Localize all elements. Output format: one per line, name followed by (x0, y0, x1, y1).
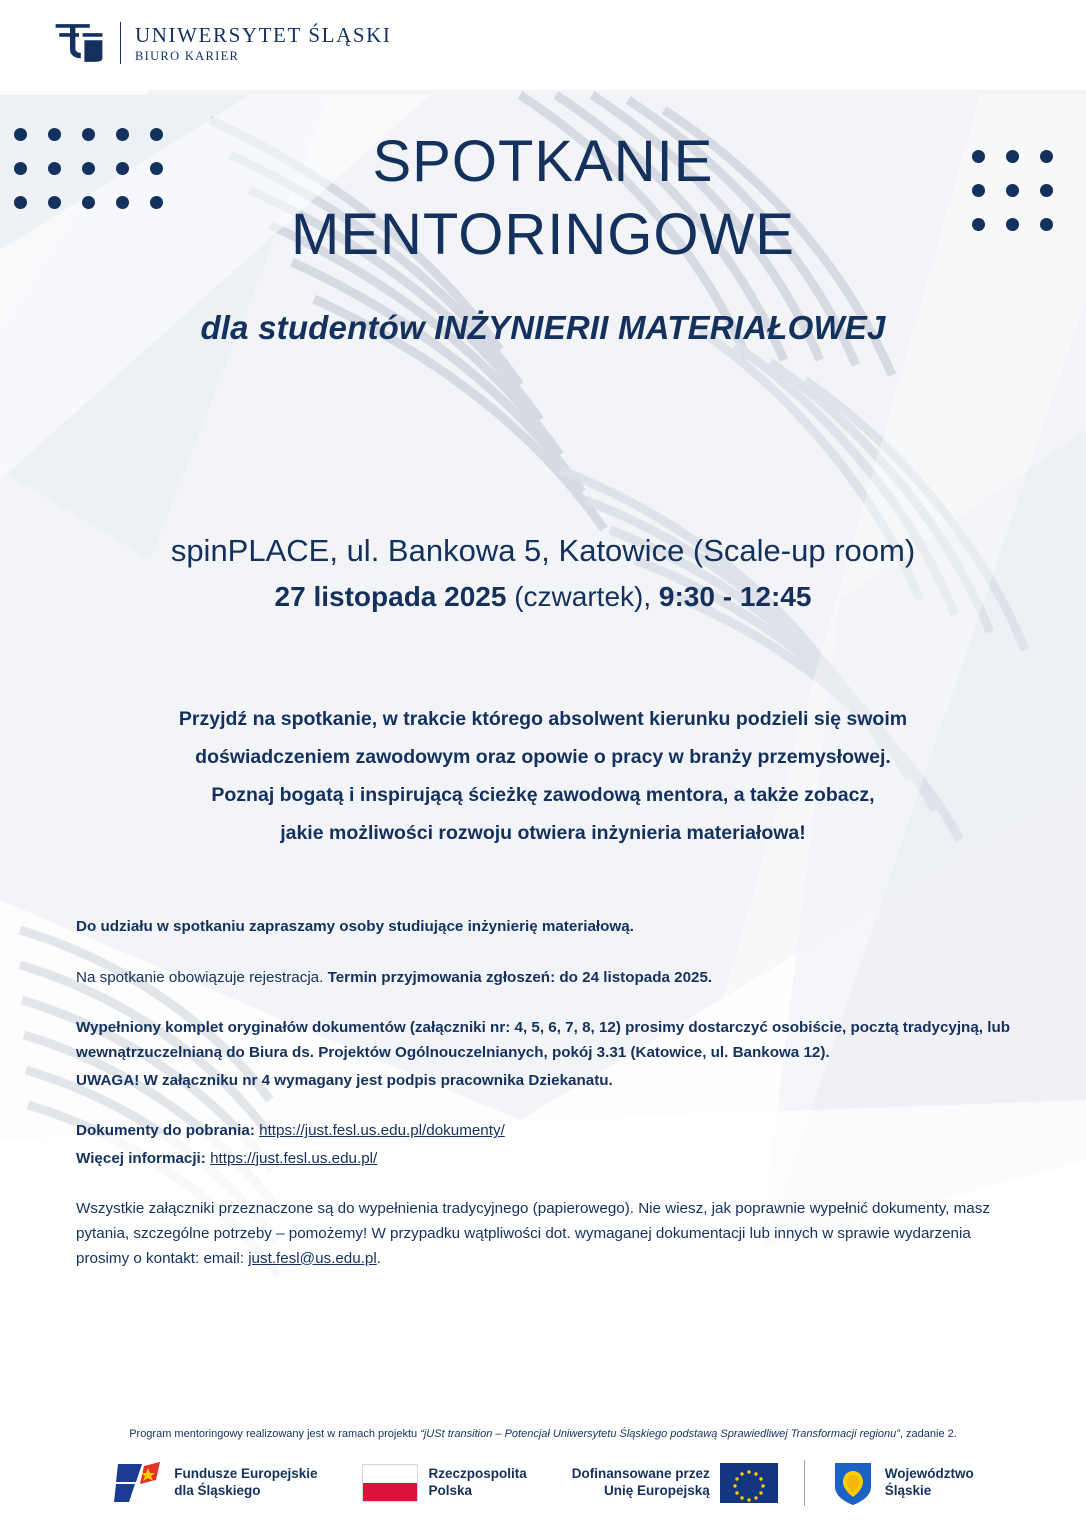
voivodeship-label-2: Śląskie (884, 1483, 932, 1498)
event-details (0, 528, 1086, 619)
registration-text: Na spotkanie obowiązuje rejestracja. (76, 968, 328, 986)
paragraph-download-link (76, 1119, 1026, 1144)
poland-label-1: Rzeczpospolita (428, 1466, 527, 1482)
logo-separator (804, 1460, 805, 1506)
cofinanced-label-1: Dofinansowane przez (571, 1466, 710, 1482)
university-logo-icon (52, 22, 106, 64)
cofinanced-label-2: Unię Europejską (603, 1483, 710, 1498)
title-line-2: MENTORINGOWE (291, 201, 795, 267)
footnote-project-name: “jUSt transition – Potencjał Uniwersytetu Śląskiego podstawą Sprawiedliwej Transformacji regionu” (420, 1428, 900, 1440)
eu-funds-label-2: dla Śląskiego (174, 1483, 261, 1498)
contact-email-link[interactable]: just.fesl@us.edu.pl (248, 1249, 377, 1267)
paragraph-attachments-note (76, 1197, 1026, 1271)
body-text (76, 915, 1026, 1290)
funding-logos (0, 1448, 1086, 1518)
paragraph-audience (76, 915, 1026, 940)
brand-header (52, 22, 392, 64)
voivodeship-logo (831, 1459, 974, 1507)
paragraph-documents (76, 1016, 1026, 1065)
deadline-text: Termin przyjmowania zgłoszeń: do 24 listopada 2025. (327, 968, 713, 986)
subtitle: dla studentów INŻYNIERII MATERIAŁOWEJ (200, 309, 886, 346)
university-name: UNIWERSYTET ŚLĄSKI (135, 22, 392, 47)
title-line-1: SPOTKANIE (372, 129, 714, 194)
event-date (0, 575, 1086, 620)
paragraph-warning (76, 1069, 1026, 1094)
footnote-pre: Program mentoringowy realizowany jest w ramach projektu (129, 1428, 421, 1440)
download-label: Dokumenty do pobrania: (76, 1122, 255, 1140)
poland-label-2: Polska (428, 1483, 473, 1498)
eu-flag-icon (720, 1463, 778, 1503)
republic-poland-logo (362, 1464, 526, 1502)
documents-text: Wypełniony komplet oryginałów dokumentów (załączniki nr: 4, 5, 6, 7, 8, 12) prosimy dostarczyć osobiście, pocztą tradycyjną, lub wewnątrzuczelnianą do Biura ds. Projektów Ogólnouczelnianych, pokój 3.31 (Katowice, ul. Bankowa 12). (76, 1019, 1010, 1061)
info-label: Więcej informacji: (76, 1149, 206, 1167)
download-link[interactable]: https://just.fesl.us.edu.pl/dokumenty/ (259, 1122, 505, 1140)
paragraph-info-link (76, 1147, 1026, 1172)
footnote-post: , zadanie 2. (899, 1428, 957, 1440)
lead-line-1: Przyjdź na spotkanie, w trakcie którego absolwent kierunku podzieli się swoim (178, 708, 908, 730)
attachments-note-text: Wszystkie załączniki przeznaczone są do wypełnienia tradycyjnego (papierowego). Nie wiesz, jak poprawnie wypełnić dokumenty, masz pytania, szczególne potrzeby – pomożemy! W przypadku wątpliwości dot. wymaganej dokumentacji lub innych w sprawie wydarzenia prosimy o kontakt: email: (76, 1200, 990, 1267)
title-block (0, 126, 1086, 347)
lead-paragraph (103, 700, 983, 852)
logo-divider (120, 22, 121, 64)
eu-funds-icon (112, 1460, 164, 1506)
paragraph-registration (76, 966, 1026, 991)
project-footnote (0, 1428, 1086, 1440)
lead-line-3: Poznaj bogatą i inspirującą ścieżkę zawodową mentora, a także zobacz, (211, 784, 875, 807)
poland-flag-icon (362, 1464, 418, 1502)
silesia-coat-of-arms-icon (831, 1459, 875, 1507)
info-link[interactable]: https://just.fesl.us.edu.pl/ (210, 1149, 378, 1167)
audience-text: Do udziału w spotkaniu zapraszamy osoby studiujące inżynierię materiałową. (76, 918, 634, 935)
event-date-value: 27 listopada 2025 (274, 580, 507, 612)
eu-funds-logo (112, 1460, 317, 1506)
event-time: 9:30 - 12:45 (658, 580, 812, 612)
unit-name: BIURO KARIER (135, 48, 240, 63)
cofinanced-eu-logo (572, 1463, 778, 1503)
warning-text: UWAGA! W załączniku nr 4 wymagany jest podpis pracownika Dziekanatu. (76, 1071, 613, 1089)
lead-line-4: jakie możliwości rozwoju otwiera inżynieria materiałowa! (280, 822, 806, 845)
event-day: (czwartek), (506, 580, 659, 612)
voivodeship-label-1: Województwo (884, 1466, 974, 1482)
event-place: spinPLACE, ul. Bankowa 5, Katowice (Scale-up room) (170, 533, 916, 568)
attachments-note-end: . (376, 1249, 381, 1267)
lead-line-2: doświadczeniem zawodowym oraz opowie o pracy w branży przemysłowej. (195, 746, 891, 769)
eu-funds-label-1: Fundusze Europejskie (174, 1466, 318, 1482)
